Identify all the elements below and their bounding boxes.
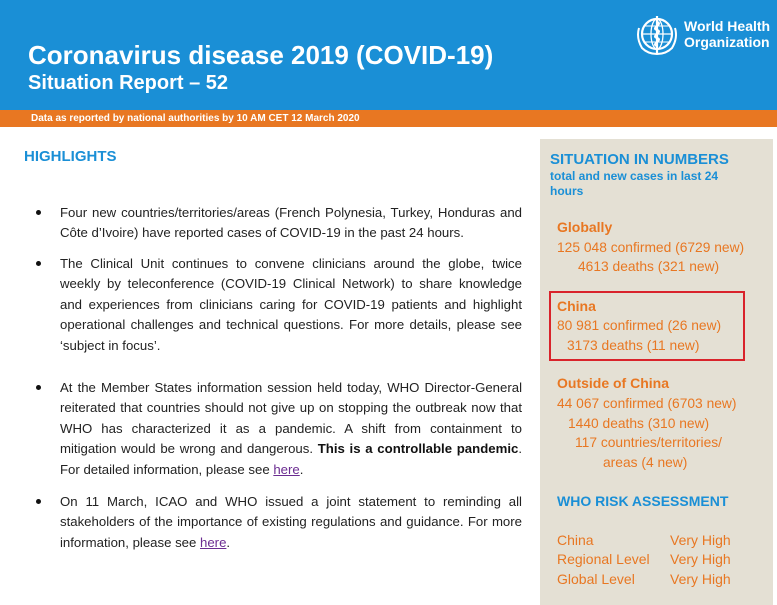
risk-assessment-heading: WHO RISK ASSESSMENT <box>557 493 729 509</box>
bullet-text-part: At the Member States information session held today, WHO Director-General reiterated that countries should not give up on stopping the outbreak now that WHO has characterized it as a pandemic. A shift from containment to mitigation would be wrong and dangerous. <box>60 380 522 457</box>
bullet-dot-icon <box>36 499 41 504</box>
report-title: Coronavirus disease 2019 (COVID-19) <box>28 40 494 70</box>
bullet-text <box>60 378 522 480</box>
bullet-text <box>60 492 522 553</box>
bullet-dot-icon <box>36 261 41 266</box>
china-deaths: 3173 deaths (11 new) <box>567 338 700 353</box>
bullet-text: Four new countries/territories/areas (French Polynesia, Turkey, Honduras and Côte d’Ivoire) have reported cases of COVID-19 in the past 24 hours. <box>60 205 522 241</box>
highlights-heading: HIGHLIGHTS <box>24 148 117 165</box>
who-org-name-line2: Organization <box>684 34 770 50</box>
outside-china-deaths: 1440 deaths (310 new) <box>568 416 710 431</box>
report-subtitle: Situation Report – 52 <box>28 72 229 94</box>
bullet-text-part: On 11 March, ICAO and WHO issued a joint statement to reminding all stakeholders of the importance of existing regulations and guidance. For more information, please see <box>60 494 522 550</box>
risk-value-global: Very High <box>670 571 731 587</box>
outside-china-confirmed: 44 067 confirmed (6703 new) <box>557 396 737 411</box>
outside-china-countries-new: areas (4 new) <box>603 455 688 470</box>
globally-confirmed: 125 048 confirmed (6729 new) <box>557 240 745 255</box>
china-heading: China <box>557 298 596 314</box>
who-org-name <box>684 18 770 50</box>
outside-china-heading: Outside of China <box>557 375 669 391</box>
bullet-dot-icon <box>36 385 41 390</box>
risk-label-regional: Regional Level <box>557 551 650 567</box>
here-link[interactable]: here <box>273 461 300 477</box>
globally-deaths: 4613 deaths (321 new) <box>578 259 720 274</box>
bullet-text: The Clinical Unit continues to convene clinicians around the globe, twice weekly by teleconference (COVID-19 Clinical Network) to share knowledge and experiences from clinicians caring for COVID-19 patients and highlight operational challenges and technical questions. For more details, please see ‘subject in focus’. <box>60 256 522 353</box>
china-confirmed: 80 981 confirmed (26 new) <box>557 318 722 333</box>
who-logo[interactable] <box>634 12 770 56</box>
risk-value-china: Very High <box>670 532 731 548</box>
bullet-text-end: . <box>226 534 231 550</box>
situation-heading: SITUATION IN NUMBERS <box>550 151 729 168</box>
outside-china-countries: 117 countries/territories/ <box>575 435 722 450</box>
globally-heading: Globally <box>557 219 613 235</box>
who-emblem-icon <box>634 12 680 56</box>
situation-subheading: total and new cases in last 24 hours <box>550 169 719 198</box>
bullet-text-part: . For detailed information, please see <box>60 441 522 477</box>
bullet-bold-text: This is a controllable pandemic <box>317 441 519 457</box>
banner-text: Data as reported by national authorities by 10 AM CET 12 March 2020 <box>31 113 360 124</box>
data-date-banner <box>0 110 777 127</box>
here-link[interactable]: here <box>200 534 227 550</box>
risk-label-global: Global Level <box>557 571 635 587</box>
bullet-dot-icon <box>36 210 41 215</box>
report-header <box>0 0 777 110</box>
who-org-name-line1: World Health <box>684 18 771 34</box>
situation-sidebar <box>540 139 773 605</box>
bullet-text-end: . <box>299 461 304 477</box>
risk-value-regional: Very High <box>670 551 731 567</box>
risk-label-china: China <box>557 532 594 548</box>
